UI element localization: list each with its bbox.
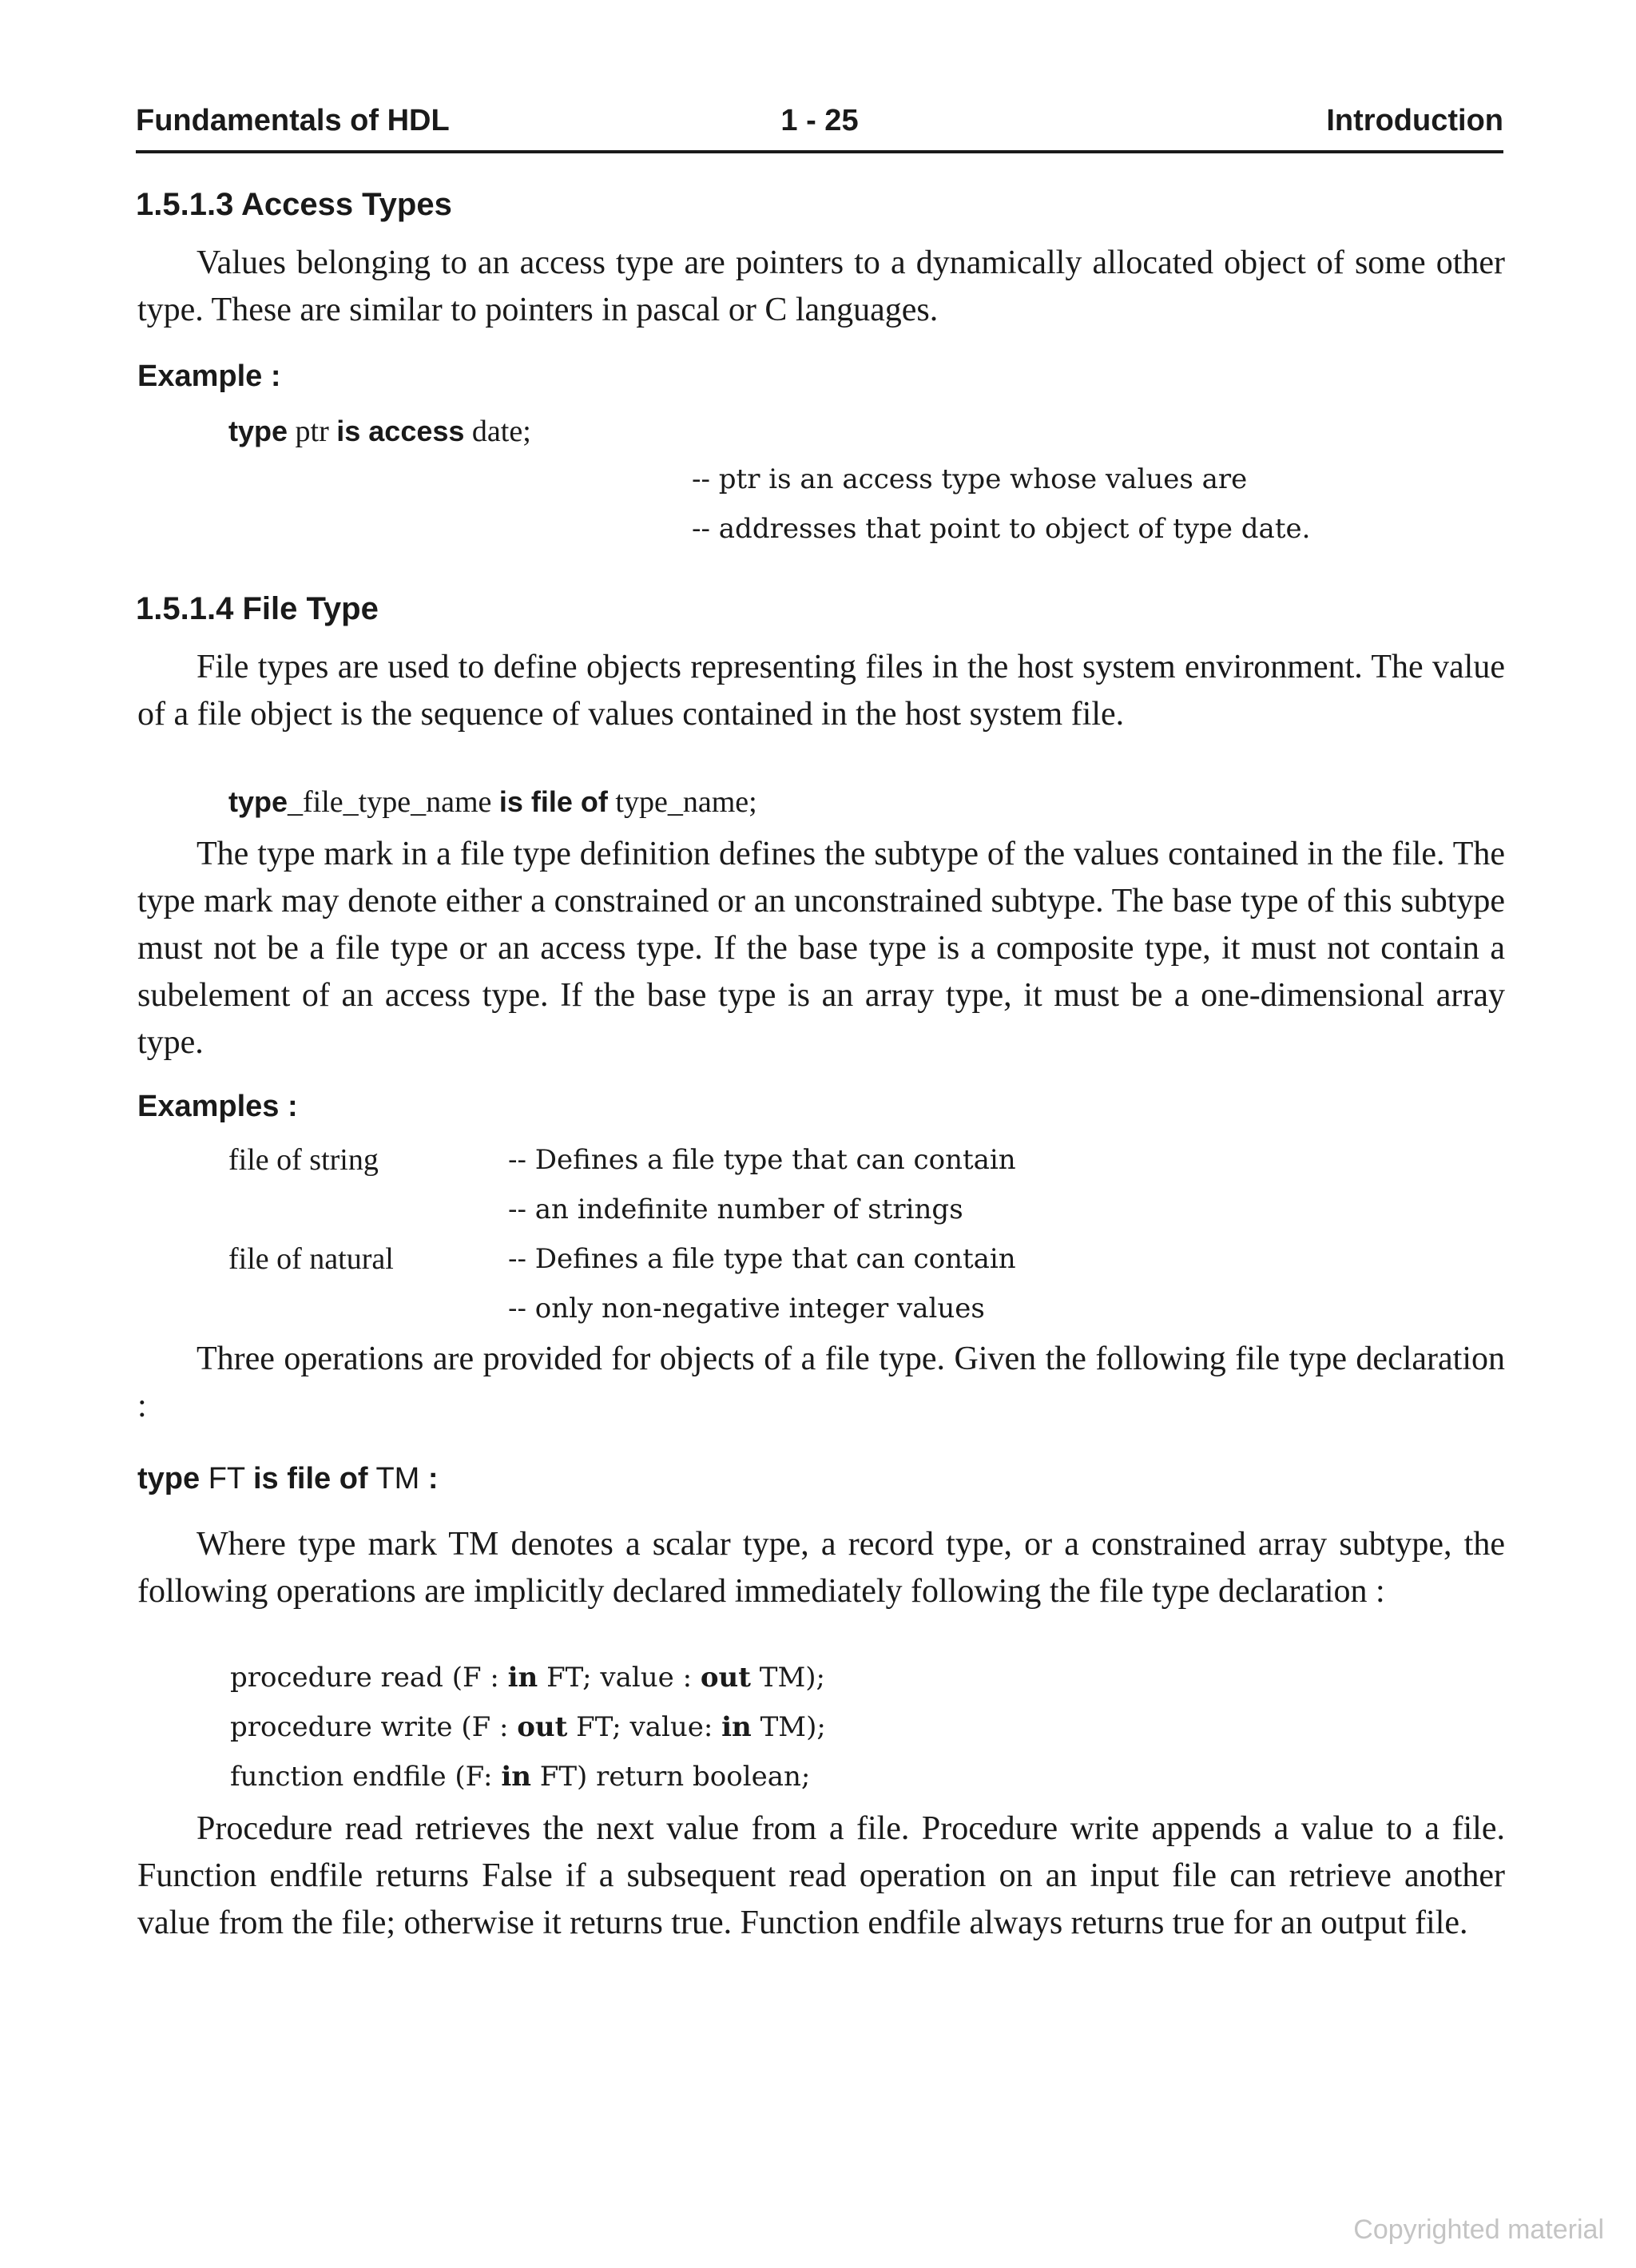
code-comment: -- only non-negative integer values — [508, 1293, 985, 1325]
page-header — [136, 102, 1503, 153]
examples-label: Examples : — [137, 1090, 298, 1123]
code-keyword: in — [507, 1662, 538, 1694]
header-chapter-title: Introduction — [1326, 104, 1503, 137]
access-types-paragraph: Values belonging to an access type are pointers to a dynamically allocated object of some other type. These are similar to pointers in pascal or C languages. — [137, 244, 1505, 328]
code-keyword: out — [700, 1662, 751, 1694]
function-endfile-signature: function endfile (F: in FT) return boolean; — [230, 1761, 811, 1793]
file-type-paragraph-3: Three operations are provided for objects of a file type. Given the following file type declaration : — [137, 1341, 1505, 1424]
file-type-declaration: type FT is file of TM : — [137, 1462, 439, 1495]
section-heading-file-type: 1.5.1.4 File Type — [136, 591, 379, 626]
code-comment: -- Defines a file type that can contain — [508, 1144, 1016, 1176]
code-comment: -- an indefinite number of strings — [508, 1194, 963, 1225]
example-code: file of string — [228, 1143, 379, 1177]
file-type-paragraph-5: Procedure read retrieves the next value from a file. Procedure write appends a value to a file. Function endfile returns False if a subsequent read operation on an input file can retrieve another value from the file; otherwise it returns true. Function endfile always returns true for an output file. — [137, 1810, 1505, 1941]
code-keyword: is file of — [498, 785, 608, 818]
file-type-syntax: type_file_type_name is file of type_name; — [228, 785, 757, 819]
code-keyword: in — [501, 1761, 531, 1793]
example-label: Example : — [137, 359, 281, 393]
copyright-watermark: Copyrighted material — [1353, 2214, 1604, 2245]
code-comment: -- Defines a file type that can contain — [508, 1243, 1016, 1275]
procedure-read-signature: procedure read (F : in FT; value : out TM); — [230, 1662, 825, 1694]
file-type-paragraph-1: File types are used to define objects representing files in the host system environment. The value of a file object is the sequence of values contained in the host system file. — [137, 649, 1505, 733]
code-keyword: type — [137, 1462, 201, 1495]
code-comment: -- addresses that point to object of type date. — [692, 513, 1311, 545]
code-keyword: in — [721, 1711, 752, 1743]
example-code: file of natural — [228, 1242, 394, 1276]
header-book-title: Fundamentals of HDL — [136, 104, 450, 137]
access-type-code: type ptr is access date; — [228, 415, 531, 448]
header-page-number: 1 - 25 — [780, 104, 859, 137]
code-keyword: out — [517, 1711, 568, 1743]
code-keyword: is access — [336, 415, 465, 447]
section-heading-access-types: 1.5.1.3 Access Types — [136, 187, 452, 222]
file-type-paragraph-4: Where type mark TM denotes a scalar type, a record type, or a constrained array subtype, the following operations are implicitly declared immediately following the file type declaration : — [137, 1526, 1505, 1610]
code-keyword: type — [228, 415, 288, 447]
code-keyword: type — [228, 785, 288, 818]
file-type-paragraph-2: The type mark in a file type definition defines the subtype of the values contained in the file. The type mark may denote either a constrained or an unconstrained subtype. The base type of this subtype must not be a file type or an access type. If the base type is a composite type, it must not contain a subelement of an access type. If the base type is an array type, it must be a one-dimensional array type. — [137, 836, 1505, 1061]
procedure-write-signature: procedure write (F : out FT; value: in TM); — [230, 1711, 826, 1743]
code-comment: -- ptr is an access type whose values are — [692, 463, 1248, 495]
code-keyword: is file of — [253, 1462, 368, 1495]
